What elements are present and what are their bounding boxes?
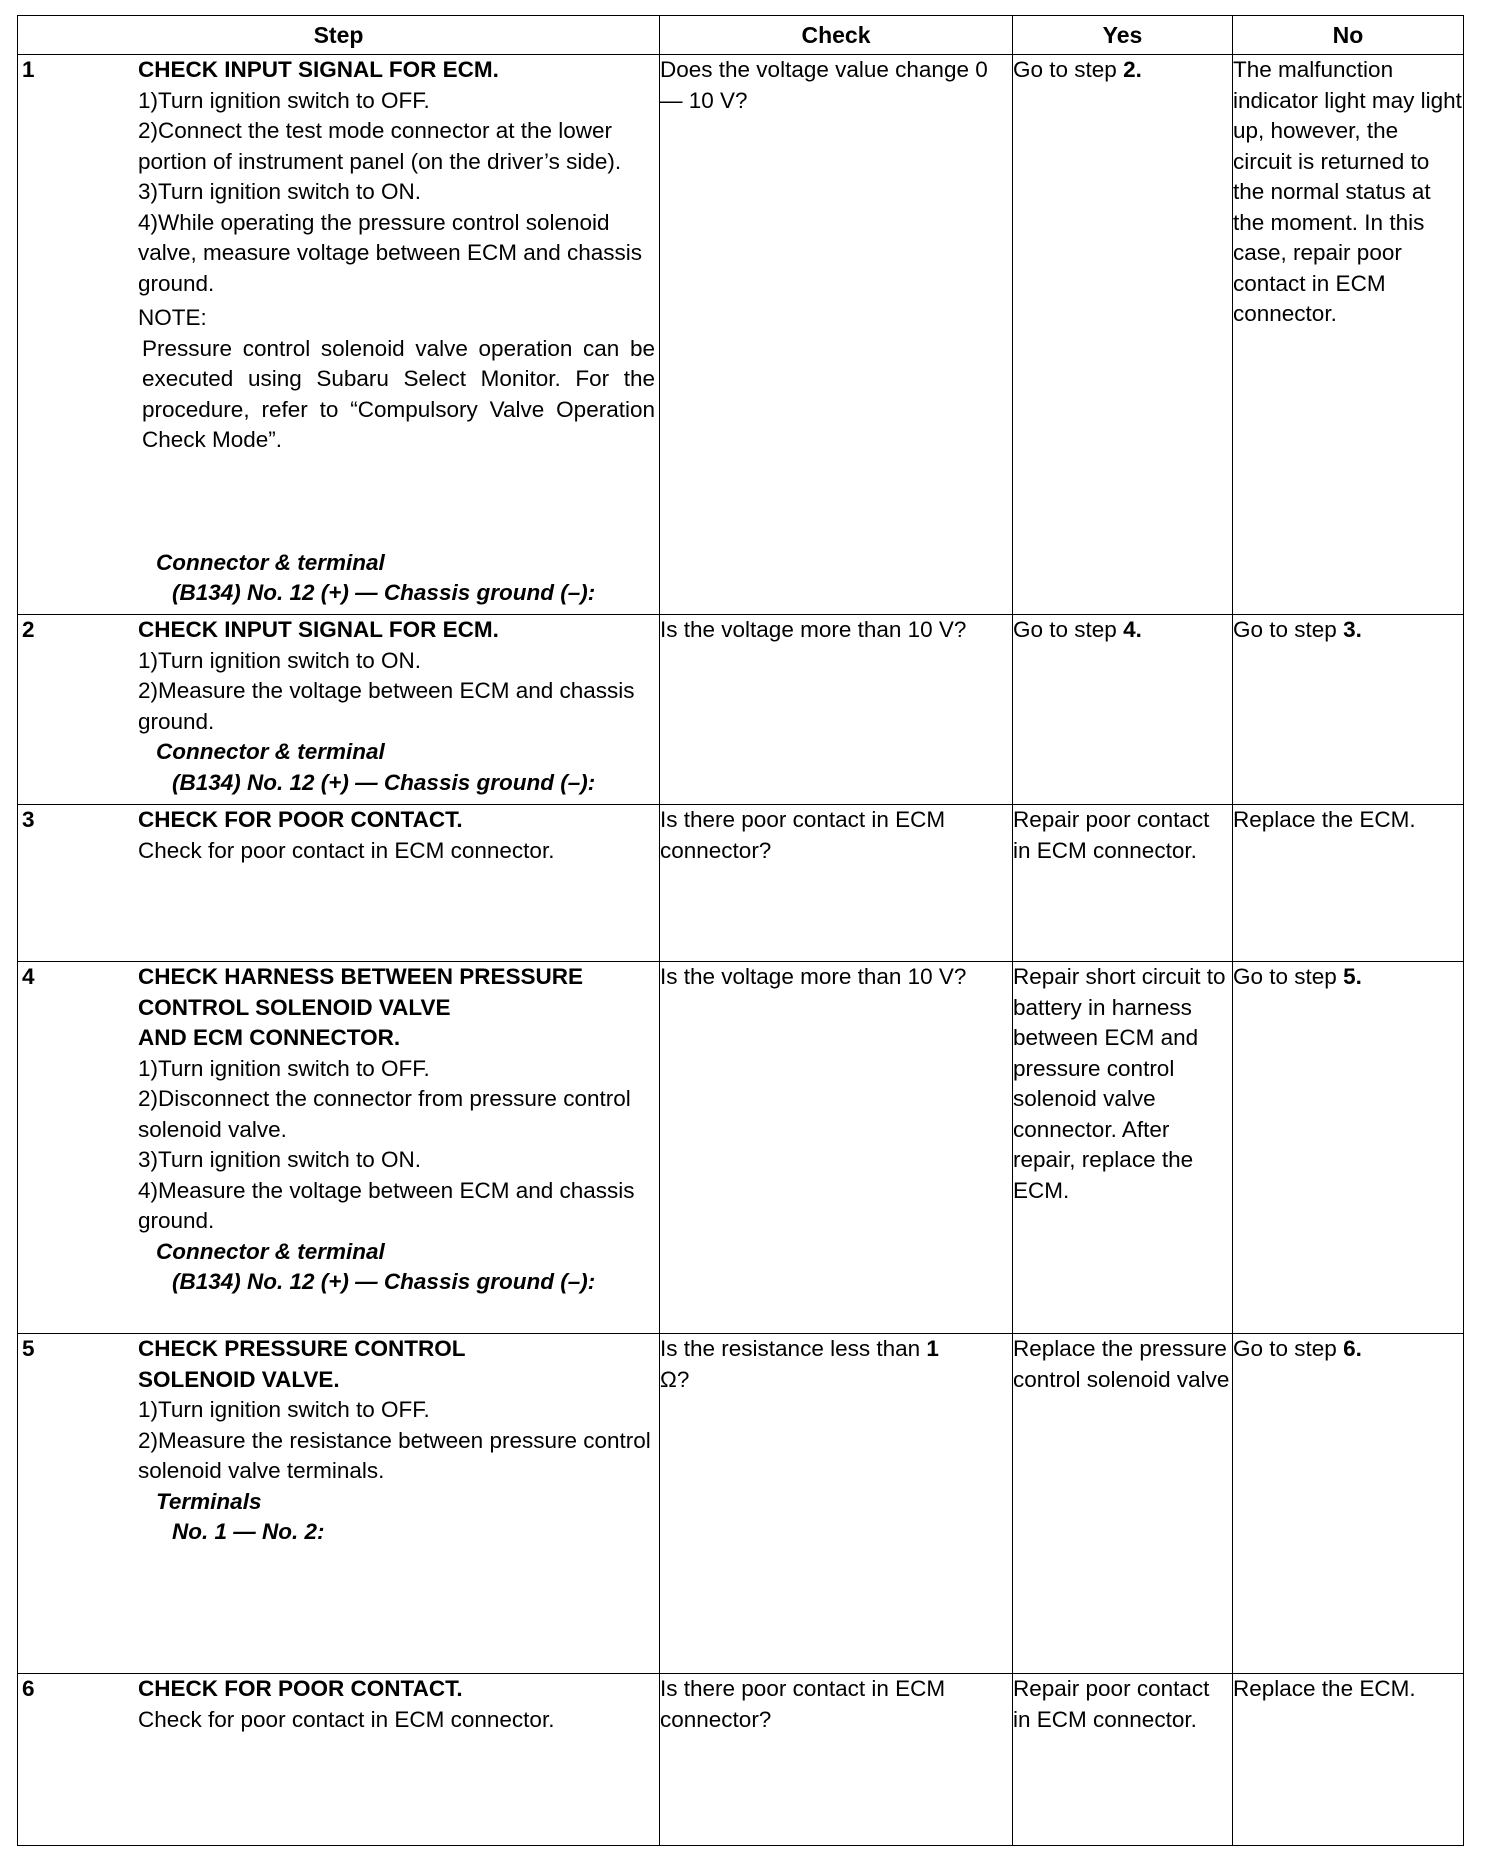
no-step-ref: 5.	[1343, 964, 1362, 989]
step-instruction: 2)Disconnect the connector from pressure control solenoid valve.	[138, 1086, 631, 1142]
no-step-ref: 3.	[1343, 617, 1362, 642]
table-row	[18, 962, 1464, 1334]
yes-cell: Repair poor contact in ECM connector.	[1013, 1674, 1233, 1846]
step-instruction: 1)Turn ignition switch to OFF.	[138, 1397, 430, 1422]
step-instruction: 3)Turn ignition switch to ON.	[138, 179, 422, 204]
no-text: Go to step	[1233, 617, 1344, 642]
yes-cell: Repair poor contact in ECM connector.	[1013, 805, 1233, 962]
header-step: Step	[18, 16, 660, 55]
step-instruction: 4)While operating the pressure control solenoid valve, measure voltage between ECM and chassis ground.	[138, 209, 643, 296]
yes-cell	[1013, 55, 1233, 615]
step-instruction: 1)Turn ignition switch to ON.	[138, 647, 422, 673]
check-cell: Is there poor contact in ECM connector?	[660, 805, 1013, 962]
step-cell	[18, 805, 660, 962]
no-cell	[1233, 962, 1464, 1334]
no-cell: The malfunction indicator light may light up, however, the circuit is returned to the normal status at the moment. In this case, repair poor contact in ECM connector.	[1233, 55, 1464, 615]
step-instruction: 4)Measure the voltage between ECM and chassis ground.	[138, 1177, 635, 1233]
step-instruction: 2)Measure the voltage between ECM and chassis ground.	[138, 678, 635, 734]
no-cell	[1233, 615, 1464, 805]
connector-terminal-label: Connector & terminal	[156, 739, 385, 764]
step-instruction: 1)Turn ignition switch to OFF.	[138, 87, 430, 113]
step-number: 6	[22, 1676, 35, 1701]
step-heading: CHECK FOR POOR CONTACT.	[138, 1676, 463, 1701]
step-instruction: Check for poor contact in ECM connector.	[138, 837, 555, 863]
check-unit: Ω?	[660, 1366, 690, 1392]
connector-terminal-label: Connector & terminal	[156, 549, 385, 575]
yes-text: Go to step	[1013, 57, 1124, 82]
step-heading: AND ECM CONNECTOR.	[138, 1025, 401, 1050]
no-cell: Replace the ECM.	[1233, 805, 1464, 962]
step-instruction: 3)Turn ignition switch to ON.	[138, 1147, 422, 1172]
table-row	[18, 615, 1464, 805]
connector-terminal-label: Connector & terminal	[156, 1238, 385, 1264]
no-cell: Replace the ECM.	[1233, 1674, 1464, 1846]
check-cell: Does the voltage value change 0 — 10 V?	[660, 55, 1013, 615]
check-cell	[660, 1334, 1013, 1674]
connector-terminal-value: (B134) No. 12 (+) — Chassis ground (–):	[172, 1269, 596, 1294]
header-check: Check	[660, 16, 1013, 55]
table-row	[18, 805, 1464, 962]
connector-terminal-label: Terminals	[156, 1488, 262, 1514]
no-text: Go to step	[1233, 1336, 1344, 1361]
step-number: 5	[22, 1336, 35, 1361]
step-cell	[18, 1674, 660, 1846]
step-number: 3	[22, 807, 35, 832]
step-cell	[18, 962, 660, 1334]
step-instruction: 2)Measure the resistance between pressure control solenoid valve terminals.	[138, 1427, 651, 1483]
yes-cell	[1013, 615, 1233, 805]
step-instruction: Check for poor contact in ECM connector.	[138, 1706, 555, 1732]
check-cell: Is the voltage more than 10 V?	[660, 615, 1013, 805]
connector-terminal-value: (B134) No. 12 (+) — Chassis ground (–):	[172, 769, 596, 795]
check-cell: Is the voltage more than 10 V?	[660, 962, 1013, 1334]
yes-step-ref: 2.	[1123, 57, 1142, 82]
step-heading: CHECK INPUT SIGNAL FOR ECM.	[138, 57, 499, 82]
table-row	[18, 1674, 1464, 1846]
header-row	[18, 16, 1464, 55]
check-value: 1	[926, 1336, 939, 1361]
diagnostic-table	[17, 15, 1464, 1846]
step-instruction: 2)Connect the test mode connector at the lower portion of instrument panel (on the driver’s side).	[138, 118, 622, 174]
step-instruction: 1)Turn ignition switch to OFF.	[138, 1055, 430, 1081]
step-cell	[18, 55, 660, 615]
note-text: Pressure control solenoid valve operation can be executed using Subaru Select Monitor. For the procedure, refer to “Compulsory Valve Operation Check Mode”.	[142, 335, 655, 452]
yes-cell: Replace the pressure control solenoid valve	[1013, 1334, 1233, 1674]
table-row	[18, 55, 1464, 615]
step-cell	[18, 615, 660, 805]
connector-terminal-value: (B134) No. 12 (+) — Chassis ground (–):	[172, 580, 596, 605]
step-heading: CONTROL SOLENOID VALVE	[138, 994, 451, 1020]
no-cell	[1233, 1334, 1464, 1674]
header-no: No	[1233, 16, 1464, 55]
header-yes: Yes	[1013, 16, 1233, 55]
no-step-ref: 6.	[1343, 1336, 1362, 1361]
no-text: Go to step	[1233, 964, 1344, 989]
check-cell: Is there poor contact in ECM connector?	[660, 1674, 1013, 1846]
step-heading: CHECK PRESSURE CONTROL	[138, 1336, 466, 1361]
yes-text: Go to step	[1013, 617, 1124, 642]
step-heading: CHECK HARNESS BETWEEN PRESSURE	[138, 964, 584, 989]
step-heading: SOLENOID VALVE.	[138, 1366, 340, 1392]
check-text: Is the resistance less than	[660, 1336, 927, 1361]
step-number: 2	[22, 617, 35, 642]
yes-step-ref: 4.	[1123, 617, 1142, 642]
step-number: 1	[22, 57, 35, 82]
note-label: NOTE:	[138, 305, 207, 330]
step-cell	[18, 1334, 660, 1674]
step-number: 4	[22, 964, 35, 989]
connector-terminal-value: No. 1 — No. 2:	[172, 1519, 325, 1544]
table-row	[18, 1334, 1464, 1674]
step-heading: CHECK INPUT SIGNAL FOR ECM.	[138, 617, 499, 642]
yes-cell: Repair short circuit to battery in harness between ECM and pressure control solenoid valve connector. After repair, replace the ECM.	[1013, 962, 1233, 1334]
step-heading: CHECK FOR POOR CONTACT.	[138, 807, 463, 832]
